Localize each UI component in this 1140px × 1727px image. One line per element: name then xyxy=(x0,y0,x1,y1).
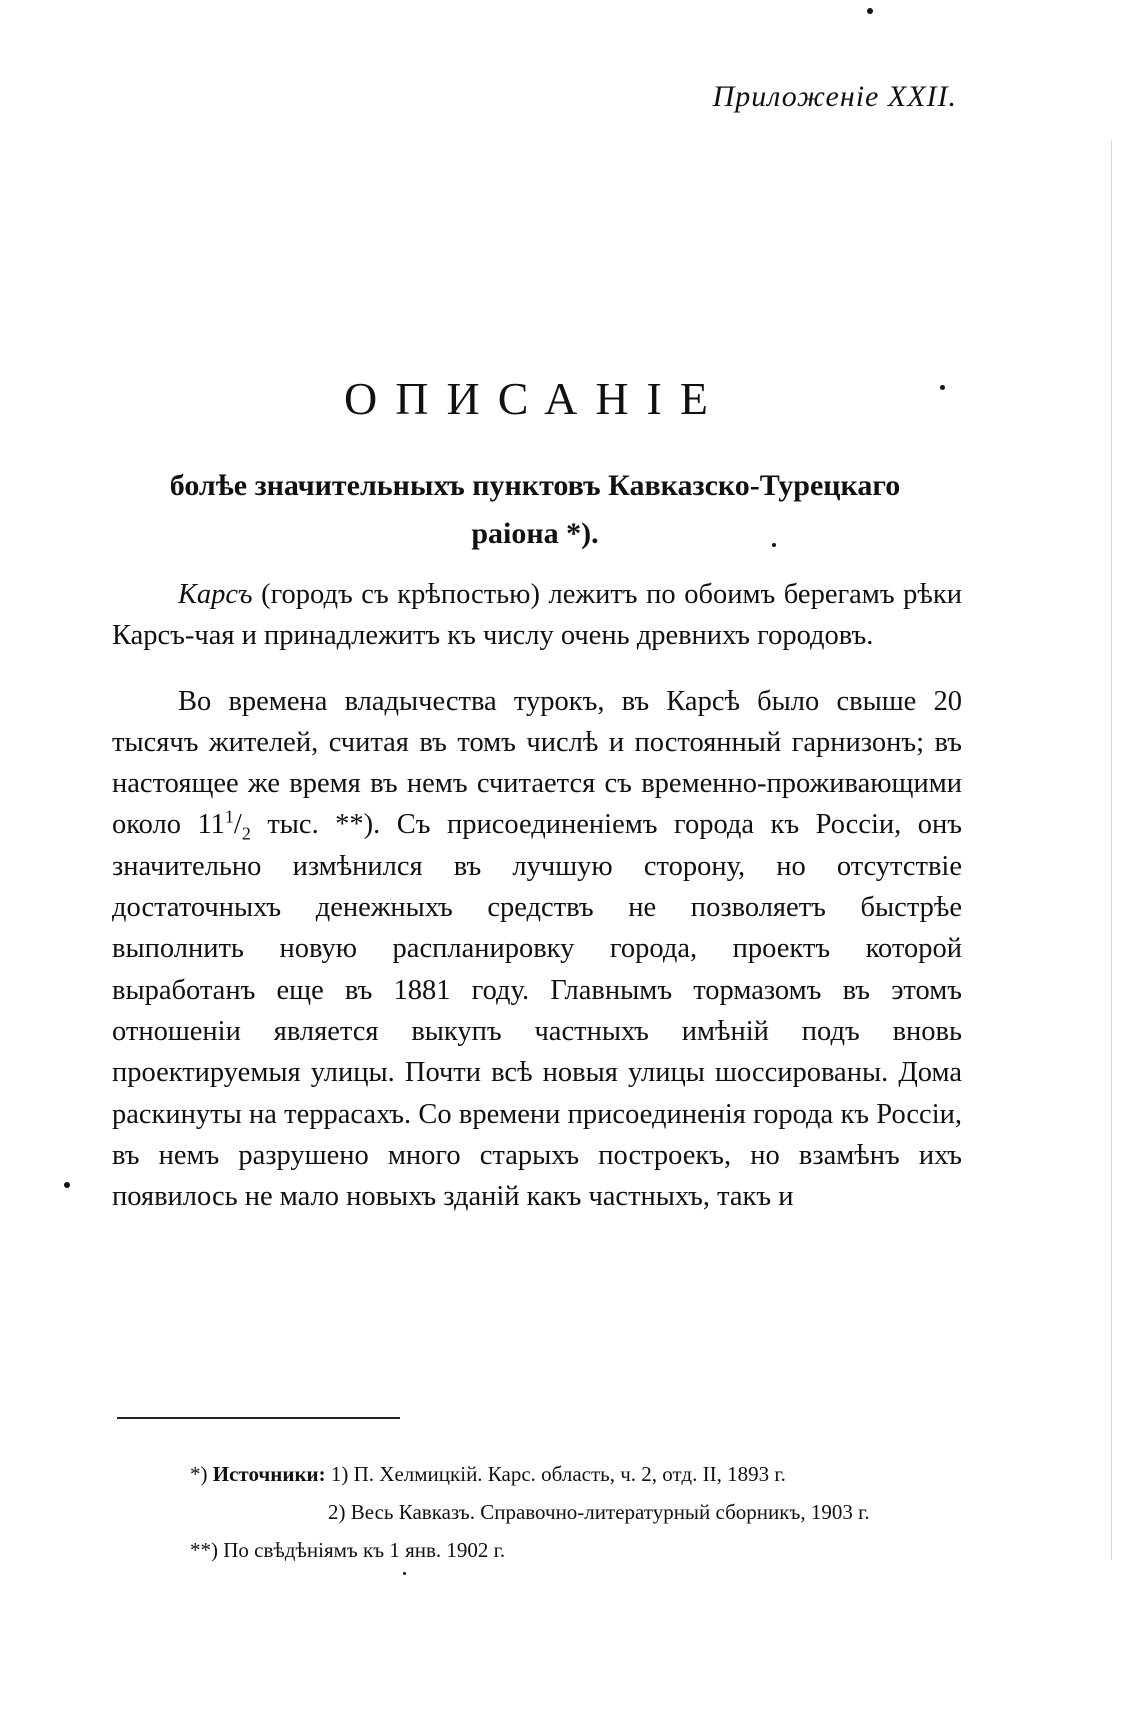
footnote-1-mark: *) xyxy=(190,1462,208,1486)
appendix-label: Приложенiе XXII. xyxy=(712,80,957,113)
subtitle-line-2: раiона *). xyxy=(471,517,599,550)
paragraph-2-text-b: тыс. **). Съ присоединенiемъ города къ Россiи, онъ значительно измѣнился въ лучшую сторону, но отсутствiе достаточныхъ денежныхъ средствъ не позволяетъ быстрѣе выполнить новую распланировку города, проектъ которой выработанъ еще въ 1881 году. Главнымъ тормазомъ въ этомъ отношенiи является выкупъ частныхъ имѣнiй подъ вновь проектируемыя улицы. Почти всѣ новыя улицы шоссированы. Дома раскинуты на террасахъ. Со времени присоединенiя города къ Россiи, въ немъ разрушено много старыхъ построекъ, но взамѣнъ ихъ появилось не мало новыхъ зданiй какъ частныхъ, такъ и xyxy=(112,809,962,1213)
page-subtitle xyxy=(100,462,970,558)
footnote-2: **) По свѣдѣнiямъ къ 1 янв. 1902 г. xyxy=(190,1538,506,1562)
fraction-separator: / xyxy=(233,809,242,841)
paragraph-1 xyxy=(112,574,962,657)
fraction-denominator: 2 xyxy=(241,824,251,845)
paragraph-1-text: (городъ съ крѣпостью) лежитъ по обоимъ берегамъ рѣки Карсъ-чая и принадлежитъ къ числу очень древнихъ городовъ. xyxy=(112,579,962,652)
page-edge-line xyxy=(1111,140,1112,1560)
footnote-1-source-2: 2) Весь Кавказъ. Справочно-литературный сборникъ, 1903 г. xyxy=(328,1500,870,1524)
subtitle-line-1: болѣе значительныхъ пунктовъ Кавказско-Турецкаго xyxy=(169,469,901,502)
paragraph-2-text-a: Во времена владычества турокъ, въ Карсѣ было свыше 20 тысячъ жителей, считая въ томъ числѣ и постоянный гарнизонъ; въ настоящее же время въ немъ считается съ временно-проживающими около 11 xyxy=(112,685,962,841)
footnote-divider xyxy=(117,1417,400,1419)
fraction-numerator: 1 xyxy=(224,806,234,827)
kars-lead: Карсъ xyxy=(178,579,253,610)
page-title: ОПИСАНIЕ xyxy=(344,373,726,424)
footnote-1-source-1: 1) П. Хелмицкiй. Карс. область, ч. 2, отд. II, 1893 г. xyxy=(330,1462,786,1486)
ink-speck xyxy=(403,1572,406,1575)
footnote-1 xyxy=(190,1455,950,1493)
footnotes xyxy=(190,1455,950,1569)
footnote-1-label: Источники: xyxy=(212,1462,326,1486)
body-text xyxy=(112,574,962,1217)
ink-speck xyxy=(64,1182,70,1188)
paragraph-2 xyxy=(112,681,962,1218)
ink-speck xyxy=(867,8,873,14)
